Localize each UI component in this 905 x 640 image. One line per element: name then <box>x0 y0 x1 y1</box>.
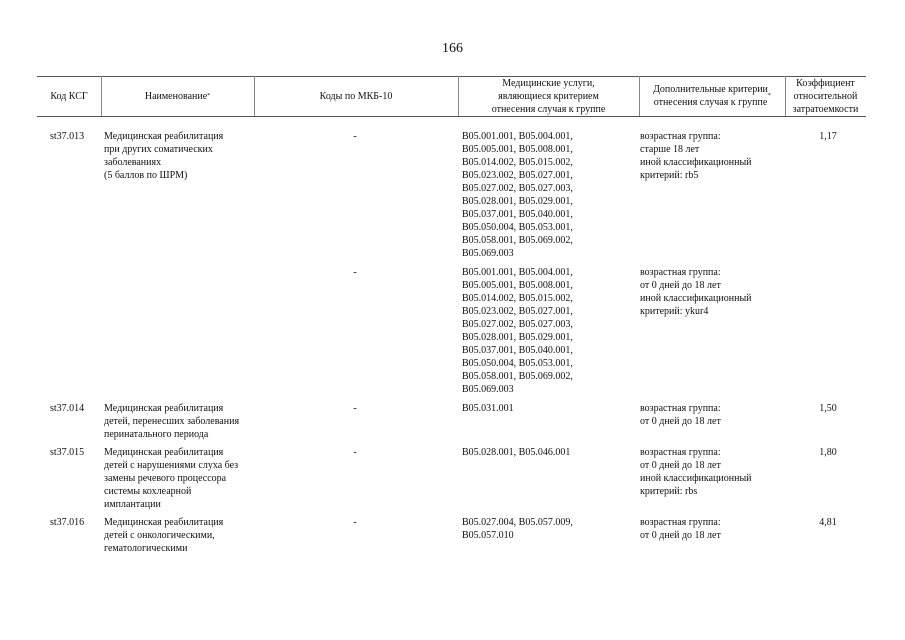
cell-coef: 4,81 <box>819 517 837 528</box>
cell-mkb: - <box>353 403 357 414</box>
cell-coef: 1,50 <box>819 403 837 414</box>
header-criteria <box>639 76 785 116</box>
header-services <box>458 76 639 116</box>
header-bottom-border <box>37 116 866 117</box>
cell-name: Медицинская реабилитация детей, перенесших заболевания перинатального периода <box>104 403 240 440</box>
header-code-label: Код КСГ <box>50 90 88 102</box>
cell-mkb: - <box>353 447 357 458</box>
cell-services: B05.001.001, B05.004.001, B05.005.001, B05.008.001, B05.014.002, B05.015.002, B05.023.002, B05.027.001, B05.027.002, B05.027.003, B05.028.001, B05.029.001, B05.037.001, B05.040.001, B05.050.004, B05.053.001, B05.058.001, B05.069.002, B05.069.003 <box>462 267 573 395</box>
cell-criteria: возрастная группа: от 0 дней до 18 лет иной классификационный критерий: ykur4 <box>640 267 752 317</box>
header-name <box>101 76 254 116</box>
cell-mkb: - <box>353 131 357 142</box>
cell-coef: 1,17 <box>819 131 837 142</box>
cell-services: B05.001.001, B05.004.001, B05.005.001, B05.008.001, B05.014.002, B05.015.002, B05.023.002, B05.027.001, B05.027.002, B05.027.003, B05.028.001, B05.029.001, B05.037.001, B05.040.001, B05.050.004, B05.053.001, B05.058.001, B05.069.002, B05.069.003 <box>462 131 573 259</box>
cell-services: B05.031.001 <box>462 403 514 414</box>
cell-name: Медицинская реабилитация при других соматических заболеваниях (5 баллов по ШРМ) <box>104 131 224 181</box>
cell-code: st37.013 <box>50 131 85 142</box>
cell-mkb: - <box>353 267 357 278</box>
header-criteria-label: Дополнительные критерии отнесения случая к группе <box>653 84 768 108</box>
header-code <box>37 76 101 116</box>
header-coef-label: Коэффициент относительной затратоемкости <box>792 77 859 115</box>
footnote-mark: * <box>207 92 211 99</box>
cell-criteria: возрастная группа: от 0 дней до 18 лет иной классификационный критерий: rbs <box>640 447 752 497</box>
cell-criteria: возрастная группа: от 0 дней до 18 лет <box>640 403 721 427</box>
header-name-label: Наименование <box>144 90 208 102</box>
header-coef <box>785 76 866 116</box>
cell-mkb: - <box>353 517 357 528</box>
cell-services: B05.028.001, B05.046.001 <box>462 447 571 458</box>
page-number: 166 <box>442 41 463 56</box>
header-mkb-label: Коды по МКБ-10 <box>319 90 393 102</box>
cell-criteria: возрастная группа: старше 18 лет иной классификационный критерий: rb5 <box>640 131 752 181</box>
cell-name: Медицинская реабилитация детей с нарушениями слуха без замены речевого процессора системы кохлеарной имплантации <box>104 447 239 510</box>
footnote-mark: * <box>767 92 771 99</box>
cell-coef: 1,80 <box>819 447 837 458</box>
cell-name: Медицинская реабилитация детей с онкологическими, гематологическими <box>104 517 224 554</box>
header-services-label: Медицинские услуги, являющиеся критерием отнесения случая к группе <box>491 77 606 115</box>
cell-criteria: возрастная группа: от 0 дней до 18 лет <box>640 517 721 541</box>
header-mkb <box>254 76 458 116</box>
cell-code: st37.016 <box>50 517 85 528</box>
cell-services: B05.027.004, B05.057.009, B05.057.010 <box>462 517 573 541</box>
cell-code: st37.015 <box>50 447 85 458</box>
cell-code: st37.014 <box>50 403 85 414</box>
